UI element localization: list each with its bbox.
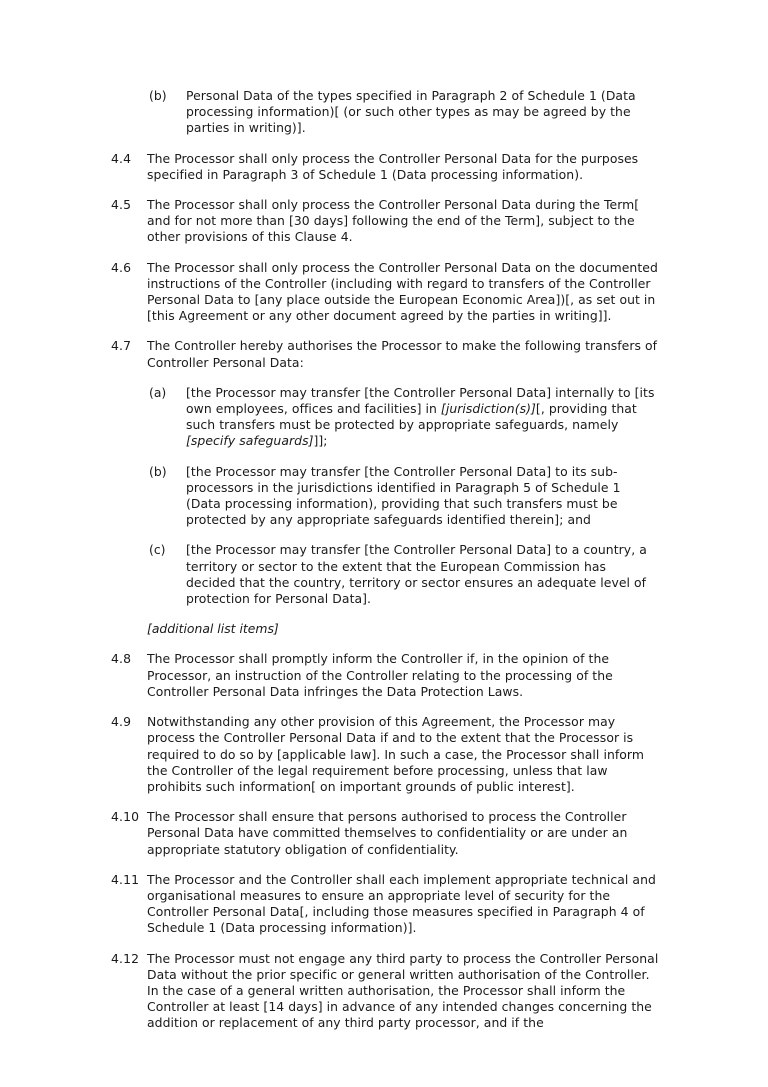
clause-4-9-text: Notwithstanding any other provision of this Agreement, the Processor may process the Controller Personal Data if and to the extent that the Processor is required to do so by [applicable law]. In such a case, the Processor shall inform the Controller of the legal requirement before processing, unless that law prohibits such information[ on important grounds of public interest]. [147, 714, 644, 794]
subclause-4-7-c-label: (c) [149, 542, 166, 558]
clause-4-7-number: 4.7 [111, 338, 132, 354]
additional-list-items-note [111, 621, 659, 637]
subclause-4-7-a-label: (a) [149, 384, 167, 400]
clause-4-6 [111, 260, 659, 325]
clause-4-8-text: The Processor shall promptly inform the Controller if, in the opinion of the Processor, an instruction of the Controller relating to the processing of the Controller Personal Data infringes the Data Protection Laws. [147, 651, 613, 699]
clause-4-4-number: 4.4 [111, 150, 132, 166]
note-indent-spacer [111, 621, 147, 637]
clause-4-7-text: The Controller hereby authorises the Processor to make the following transfers of Controller Personal Data: [147, 338, 658, 370]
subclause-4-3-b [149, 88, 659, 137]
clause-4-4 [111, 151, 659, 183]
subclause-4-7-b [149, 464, 659, 529]
clause-4-5-text: The Processor shall only process the Controller Personal Data during the Term[ and for not more than [30 days] following the end of the Term], subject to the other provisions of this Clause 4. [147, 197, 640, 245]
clause-4-9-number: 4.9 [111, 714, 132, 730]
clause-4-9 [111, 714, 659, 795]
subclause-4-7-a-run-3: [specify safeguards] [186, 433, 314, 449]
clause-4-12 [111, 951, 659, 1032]
subclause-4-3-b-text: Personal Data of the types specified in Paragraph 2 of Schedule 1 (Data processing information)[ (or such other types as may be agreed by the parties in writing)]. [186, 88, 636, 136]
subclause-4-7-c-text: [the Processor may transfer [the Controller Personal Data] to a country, a territory or sector to the extent that the European Commission has decided that the country, territory or sector ensures an adequate level of protection for Personal Data]. [186, 542, 647, 607]
subclause-4-7-a-run-1: [jurisdiction(s)] [440, 401, 536, 417]
subclause-4-7-a-run-2: [, providing that such transfers must be protected by appropriate safeguards, namely [186, 401, 637, 433]
subclause-4-7-b-label: (b) [149, 463, 167, 479]
clause-4-5-number: 4.5 [111, 197, 132, 213]
clause-4-8 [111, 651, 659, 700]
clause-4-11 [111, 872, 659, 937]
subclause-4-7-c [149, 542, 659, 607]
document-body [111, 88, 659, 1046]
clause-4-4-text: The Processor shall only process the Controller Personal Data for the purposes specified in Paragraph 3 of Schedule 1 (Data processing information). [147, 150, 639, 182]
clause-4-10-number: 4.10 [111, 809, 140, 825]
clause-4-10-text: The Processor shall ensure that persons authorised to process the Controller Personal Data have committed themselves to confidentiality or are under an appropriate statutory obligation of confidentiality. [147, 809, 628, 857]
subclause-4-7-a-run-4: ]]; [313, 433, 328, 449]
subclause-4-7-a-text [186, 385, 659, 450]
subclause-4-7-a [149, 385, 659, 450]
subclause-4-3-b-label: (b) [149, 88, 167, 103]
subclause-4-7-b-text: [the Processor may transfer [the Controller Personal Data] to its sub-processors in the jurisdictions identified in Paragraph 5 of Schedule 1 (Data processing information), providing that such transfers must be protected by any appropriate safeguards identified therein]; and [186, 463, 621, 528]
clause-4-7 [111, 338, 659, 370]
clause-4-6-text: The Processor shall only process the Controller Personal Data on the documented instructions of the Controller (including with regard to transfers of the Controller Personal Data to [any place outside the European Economic Area])[, as set out in [this Agreement or any other document agreed by the parties in writing]]. [147, 259, 658, 324]
clause-4-11-number: 4.11 [111, 871, 140, 887]
clause-4-11-text: The Processor and the Controller shall each implement appropriate technical and organisational measures to ensure an appropriate level of security for the Controller Personal Data[, including those measures specified in Paragraph 4 of Schedule 1 (Data processing information)]. [147, 871, 656, 936]
clause-4-5 [111, 197, 659, 246]
clause-4-10 [111, 809, 659, 858]
clause-4-8-number: 4.8 [111, 651, 132, 667]
clause-4-12-text: The Processor must not engage any third party to process the Controller Personal Data without the prior specific or general written authorisation of the Controller. In the case of a general written authorisation, the Processor shall inform the Controller at least [14 days] in advance of any intended changes concerning the addition or replacement of any third party processor, and if the [147, 950, 659, 1031]
subclause-4-7-a-run-0: [the Processor may transfer [the Controller Personal Data] internally to [its own employees, offices and facilities] in [186, 384, 655, 417]
clause-4-12-number: 4.12 [111, 950, 140, 966]
additional-list-items-note-text: [additional list items] [147, 621, 279, 637]
clause-4-6-number: 4.6 [111, 259, 132, 275]
